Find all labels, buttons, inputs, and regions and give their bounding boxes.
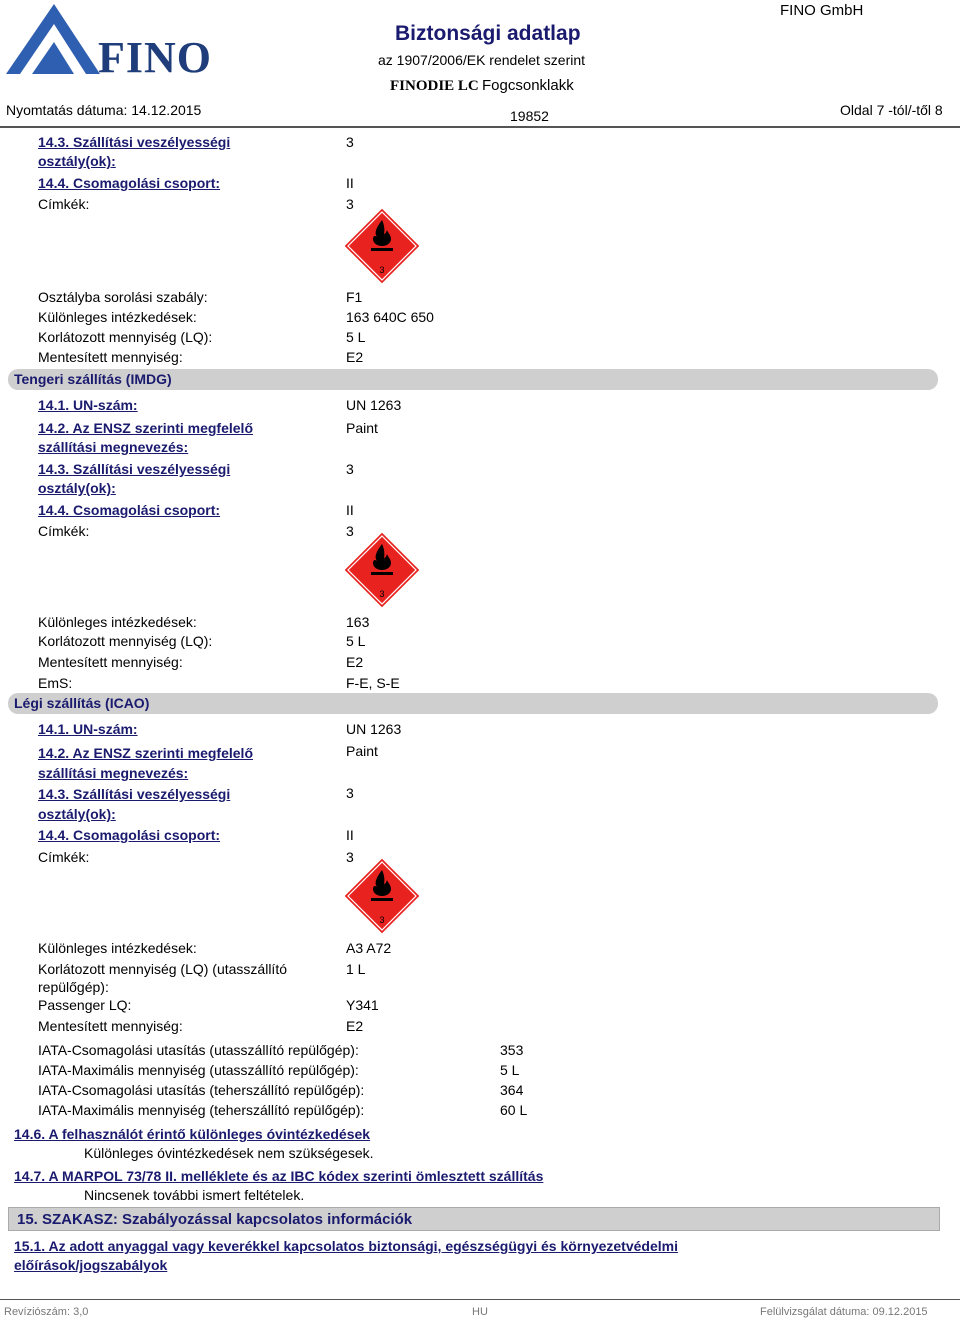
road-excepted-value: E2: [346, 349, 364, 365]
section-15-header: 15. SZAKASZ: Szabályozással kapcsolatos információk: [8, 1207, 940, 1231]
air-name-value: Paint: [346, 743, 378, 759]
svg-text:3: 3: [379, 915, 385, 925]
sea-labels-label: Címkék:: [38, 523, 90, 539]
road-labels-value: 3: [346, 196, 354, 212]
product-number: 19852: [510, 108, 549, 124]
regulation-text: az 1907/2006/EK rendelet szerint: [378, 52, 586, 68]
air-transport-band: Légi szállítás (ICAO): [8, 693, 938, 714]
air-pack-value: II: [346, 827, 354, 843]
road-labels-label: Címkék:: [38, 196, 90, 212]
sea-ems-label: EmS:: [38, 675, 73, 691]
header-divider: [0, 126, 960, 128]
air-class-value: 3: [346, 785, 354, 801]
sea-special-label: Különleges intézkedések:: [38, 614, 197, 630]
footer-divider: [0, 1299, 960, 1300]
air-labels-value: 3: [346, 849, 354, 865]
sea-name-value: Paint: [346, 420, 378, 436]
road-lq-label: Korlátozott mennyiség (LQ):: [38, 329, 213, 345]
sea-class-value: 3: [346, 461, 354, 477]
air-passenger-lq-label: Passenger LQ:: [38, 997, 132, 1013]
svg-text:3: 3: [379, 589, 385, 599]
air-un-label: 14.1. UN-szám:: [38, 721, 138, 737]
product-name: Fogcsonklakk: [482, 77, 574, 94]
sea-lq-value: 5 L: [346, 633, 366, 649]
sea-lq-label: Korlátozott mennyiség (LQ):: [38, 633, 213, 649]
section-14-6-text: Különleges óvintézkedések nem szükségesek.: [84, 1145, 374, 1161]
flammable-liquid-hazard-icon: [342, 206, 422, 286]
air-excepted-label: Mentesített mennyiség:: [38, 1018, 183, 1034]
road-special-label: Különleges intézkedések:: [38, 309, 197, 325]
road-classification-label: Osztályba sorolási szabály:: [38, 289, 208, 305]
print-date: Nyomtatás dátuma: 14.12.2015: [6, 102, 202, 118]
sea-excepted-label: Mentesített mennyiség:: [38, 654, 183, 670]
logo-text: FINO: [98, 33, 212, 82]
revision-number: Revíziószám: 3,0: [4, 1306, 89, 1318]
air-labels-label: Címkék:: [38, 849, 90, 865]
sea-ems-value: F-E, S-E: [346, 675, 400, 691]
company-name: FINO GmbH: [780, 2, 864, 19]
road-classification-value: F1: [346, 289, 363, 305]
section-14-7-title: 14.7. A MARPOL 73/78 II. melléklete és az IBC kódex szerinti ömlesztett szállítás: [14, 1168, 544, 1184]
air-special-value: A3 A72: [346, 940, 392, 956]
document-title: Biztonsági adatlap: [395, 22, 581, 45]
section-14-7-text: Nincsenek további ismert feltételek.: [84, 1187, 305, 1203]
sea-un-label: 14.1. UN-szám:: [38, 397, 138, 413]
sea-labels-value: 3: [346, 523, 354, 539]
review-date: Felülvizsgálat dátuma: 09.12.2015: [760, 1306, 928, 1318]
road-excepted-label: Mentesített mennyiség:: [38, 349, 183, 365]
road-pack-label: 14.4. Csomagolási csoport:: [38, 175, 221, 191]
air-pack-label: 14.4. Csomagolási csoport:: [38, 827, 221, 843]
logo: [6, 2, 212, 82]
air-lq-value: 1 L: [346, 961, 366, 977]
road-class-value: 3: [346, 134, 354, 150]
brand-name: FINODIE LC: [390, 78, 479, 94]
flammable-liquid-hazard-icon: [342, 530, 422, 610]
language-code: HU: [472, 1306, 488, 1318]
road-special-value: 163 640C 650: [346, 309, 434, 325]
road-pack-value: II: [346, 175, 354, 191]
sea-transport-band: Tengeri szállítás (IMDG): [8, 369, 938, 390]
section-14-6-title: 14.6. A felhasználót érintő különleges óvintézkedések: [14, 1126, 371, 1142]
sea-excepted-value: E2: [346, 654, 364, 670]
svg-text:3: 3: [379, 265, 385, 275]
air-un-value: UN 1263: [346, 721, 402, 737]
road-lq-value: 5 L: [346, 329, 366, 345]
air-special-label: Különleges intézkedések:: [38, 940, 197, 956]
page-number: Oldal 7 -tól/-től 8: [840, 102, 943, 118]
sea-pack-value: II: [346, 502, 354, 518]
sea-pack-label: 14.4. Csomagolási csoport:: [38, 502, 221, 518]
air-excepted-value: E2: [346, 1018, 364, 1034]
air-passenger-lq-value: Y341: [346, 997, 379, 1013]
flammable-liquid-hazard-icon: [342, 856, 422, 936]
sea-un-value: UN 1263: [346, 397, 402, 413]
sea-special-value: 163: [346, 614, 370, 630]
